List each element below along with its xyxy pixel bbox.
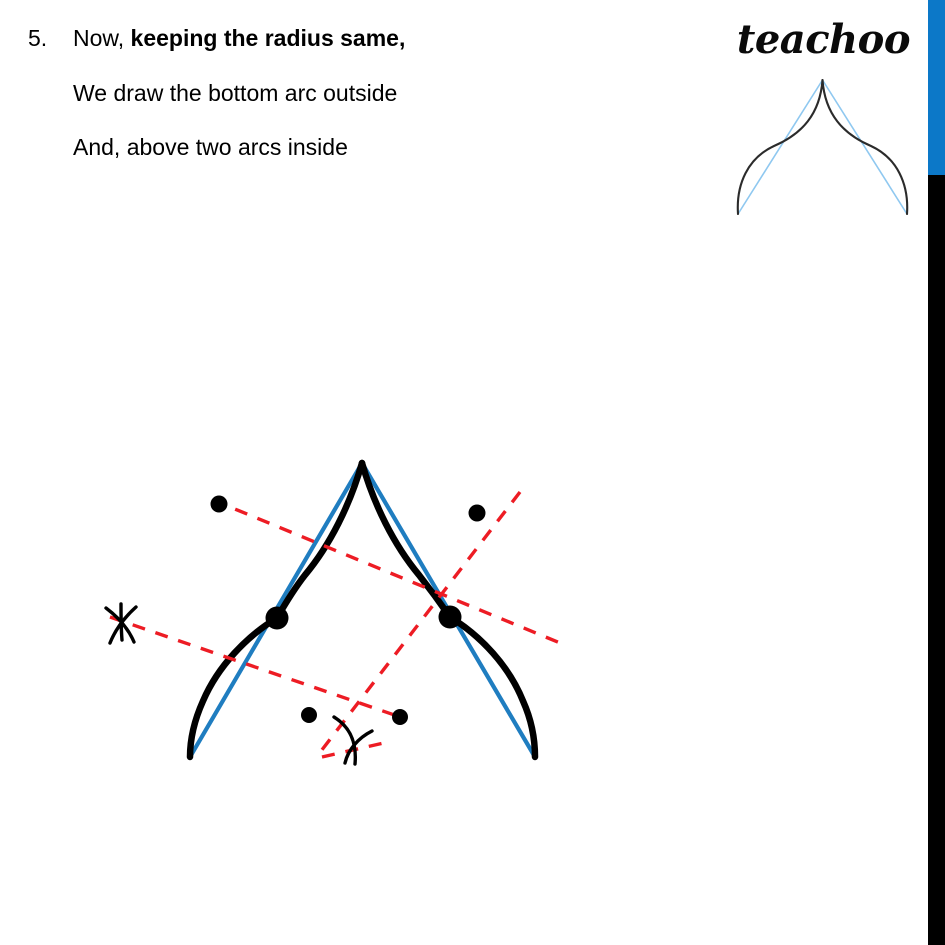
upper-left-arc-point <box>211 496 228 513</box>
instruction-line-2: We draw the bottom arc outside <box>73 79 398 106</box>
instruction-line-1-bold: keeping the radius same, <box>130 25 406 51</box>
lower-left-arc-point <box>301 707 317 723</box>
instruction-line-1-prefix: Now, <box>73 25 131 51</box>
bottom-arc-cross-mark-a <box>334 717 355 764</box>
arc-intersection-marks <box>106 604 372 764</box>
step-number: 5. <box>28 25 48 51</box>
right-side-intersection-point <box>439 606 462 629</box>
upper-right-arc-point <box>469 505 486 522</box>
instruction-line-3: And, above two arcs inside <box>73 133 348 160</box>
marker-dots <box>211 496 486 726</box>
lower-right-arc-point <box>392 709 408 725</box>
left-arc-cross-mark-c <box>121 604 122 640</box>
teachoo-wordmark: teachoo <box>736 16 910 63</box>
bottom-arc-cross-mark-b <box>345 731 372 763</box>
left-side-intersection-point <box>266 607 289 630</box>
dashed-line-upper-right-to-lower-left <box>318 492 520 755</box>
